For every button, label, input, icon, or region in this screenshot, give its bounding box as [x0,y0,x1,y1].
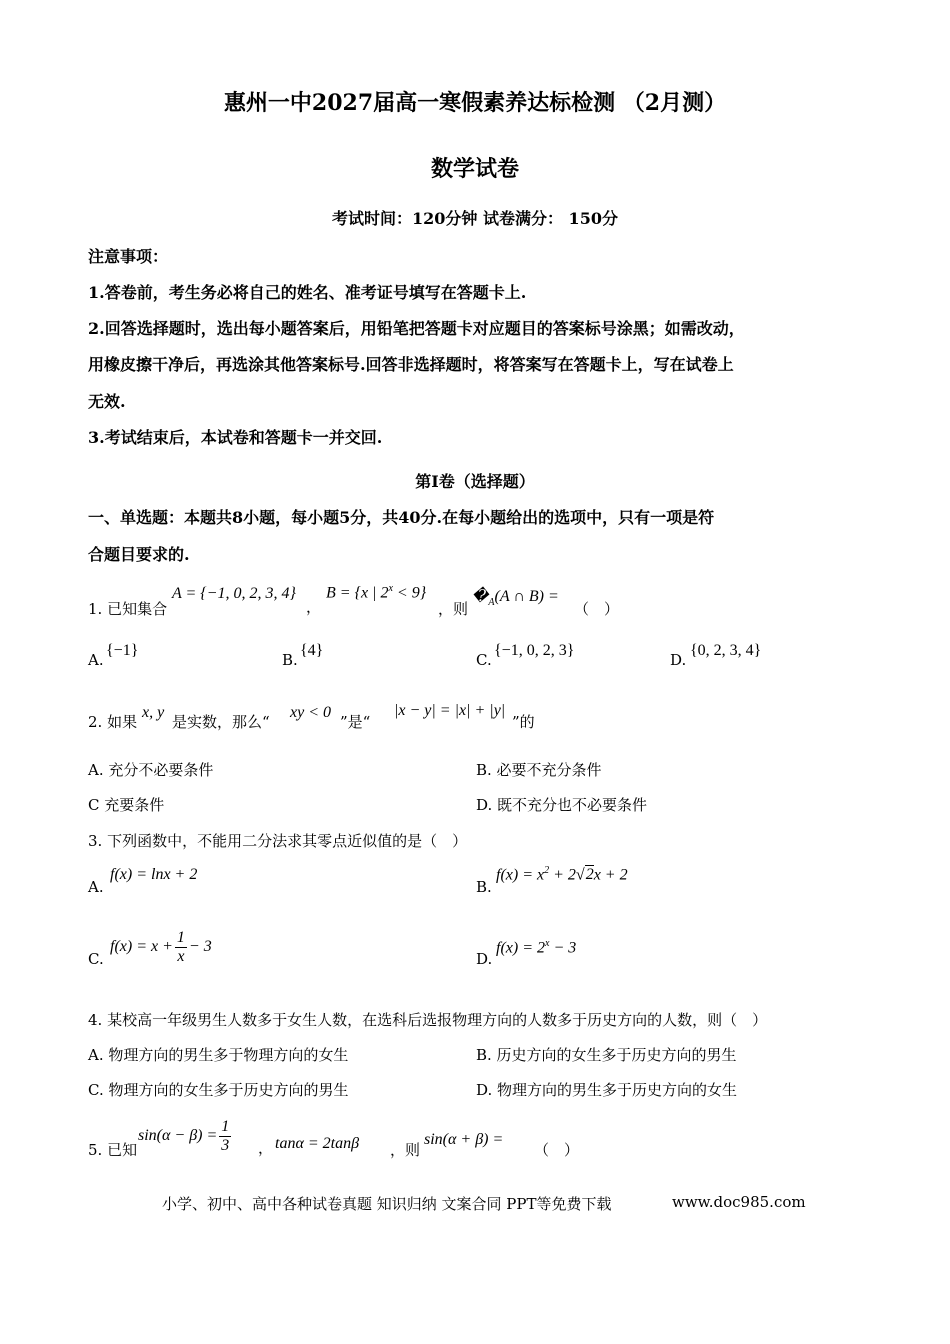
q5-denominator: 3 [221,1136,230,1154]
q5-answer-blank: （ ） [534,1141,580,1159]
q3-option-b-right: x + 2 [593,866,628,884]
q5-condition: tanα = 2tanβ [275,1135,360,1152]
q2-option-c: C 充要条件 [88,796,165,814]
q3-option-c-right: − 3 [188,938,212,956]
part-heading-line-2: 合题目要求的. [88,545,190,564]
q5-ask: sin(α + β) = [424,1131,504,1148]
q5-given [138,1111,233,1161]
q2-option-a: A. 充分不必要条件 [88,761,214,779]
q2-text-1: 是实数，那么“ [172,713,270,731]
q1-expression [472,586,559,608]
note-item-2-line-1: 2.回答选择题时，选出每小题答案后，用铅笔把答题卡对应题目的答案标号涂黑；如需改动， [88,319,745,338]
part-heading-line-1: 一、单选题：本题共8小题，每小题5分，共40分.在每小题给出的选项中，只有一项是符 [88,508,715,527]
note-item-2-line-3: 无效. [88,392,126,411]
q2-variables: x, y [142,704,165,721]
footer-text: 小学、初中、高中各种试卷真题 知识归纳 文案合同 PPT等免费下载 [162,1195,612,1213]
q3-option-b: $f(x) = x^2 + 2√2x + 2$ [496,865,628,884]
q3-option-d [496,938,576,957]
note-item-1: 1.答卷前，考生务必将自己的姓名、准考证号填写在答题卡上. [88,283,527,302]
q2-condition-1: xy < 0 [290,704,331,721]
q1-expression-subscript: A [488,597,495,609]
q5-prefix: 5. 已知 [88,1141,138,1159]
q3-option-c-label: C. [88,950,104,968]
volume-title: 第I卷（选择题） [415,472,535,491]
q4-option-c: C. 物理方向的女生多于历史方向的男生 [88,1081,349,1099]
q3-option-b-exponent: 2 [544,865,550,876]
q2-option-d: D. 既不充分也不必要条件 [476,796,648,814]
note-item-3: 3.考试结束后，本试卷和答题卡一并交回. [88,428,383,447]
exam-info: 考试时间：120分钟 试卷满分： 150分 [332,209,618,228]
q1-option-b: {4} [300,642,324,659]
q1-option-b-label: B. [282,651,298,669]
q2-condition-2: |x − y| = |x| + |y| [394,702,506,719]
q3-option-d-label: D. [476,950,493,968]
note-item-2-line-2: 用橡皮擦干净后，再选涂其他答案标号.回答非选择题时，将答案写在答题卡上，写在试卷上 [88,355,734,374]
q1-prefix: 1. 已知集合 [88,600,168,618]
q3-option-b-label: B. [476,878,492,896]
q5-separator: ， [258,1139,274,1157]
q5-mid-text: ，则 [390,1141,421,1159]
q3-option-d-left: f(x) = 2 [496,939,545,957]
q1-option-c-label: C. [476,651,492,669]
notes-heading: 注意事项： [88,247,169,266]
q4-option-d: D. 物理方向的男生多于历史方向的女生 [476,1081,738,1099]
q4-stem: 4. 某校高一年级男生人数多于女生人数，在选科后选报物理方向的人数多于历史方向的人数，则（ ） [88,1011,768,1029]
q3-option-d-exponent: x [545,938,550,949]
q4-option-b: B. 历史方向的女生多于历史方向的男生 [476,1046,737,1064]
q3-option-b-mid: + 2 [549,866,576,884]
q1-answer-blank: （ ） [574,600,620,618]
q2-text-3: ”的 [512,713,535,731]
q2-option-b: B. 必要不充分条件 [476,761,602,779]
q1-set-b [326,583,426,602]
q5-numerator: 1 [221,1117,230,1135]
q1-option-a-label: A. [88,651,104,669]
q1-mid-text: ，则 [438,600,469,618]
q2-text-2: ”是“ [340,713,371,731]
q3-option-c-denominator: x [177,948,185,965]
q1-separator: ， [306,598,322,616]
q3-option-a-label: A. [88,878,104,896]
q3-option-b-radicand: 2 [585,866,594,884]
q1-set-b-right: < 9} [392,584,427,602]
q3-option-c-left: f(x) = x + [110,938,173,956]
q1-expression-body: (A ∩ B) = [494,588,559,605]
q3-option-c [110,930,212,965]
q3-option-a: f(x) = lnx + 2 [110,866,198,883]
q3-option-c-numerator: 1 [176,929,185,946]
q1-option-a: {−1} [106,642,139,659]
q1-set-b-exponent: x [388,583,393,594]
exam-title: 惠州一中2027届高一寒假素养达标检测 （2月测） [223,90,727,116]
q4-option-a: A. 物理方向的男生多于物理方向的女生 [88,1046,349,1064]
q1-option-d-label: D. [670,651,687,669]
q2-prefix: 2. 如果 [88,713,138,731]
q5-lhs: sin(α − β) = [138,1127,218,1144]
q3-option-b-left: f(x) = x [496,866,545,884]
q1-set-b-left: B = {x | 2 [326,584,389,602]
subject-title: 数学试卷 [430,156,519,182]
q3-stem: 3. 下列函数中，不能用二分法求其零点近似值的是（ ） [88,832,468,850]
q1-option-c: {−1, 0, 2, 3} [494,642,575,659]
q1-option-d: {0, 2, 3, 4} [690,642,762,659]
q1-expression-glyph: � [472,588,489,605]
footer-url[interactable]: www.doc985.com [672,1193,806,1211]
q3-option-d-right: − 3 [549,939,577,957]
q1-set-a: A = {−1, 0, 2, 3, 4} [172,585,296,602]
